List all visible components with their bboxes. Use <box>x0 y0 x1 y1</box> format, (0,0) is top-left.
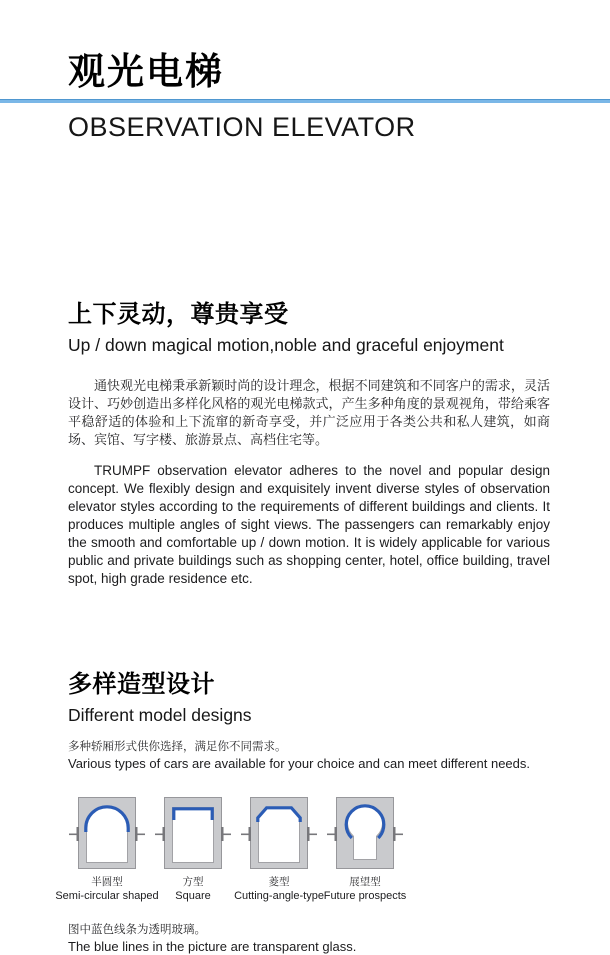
model-figure-semi-circular <box>55 797 159 903</box>
model-label-en: Square <box>175 890 211 902</box>
future-prospect-diagram-icon <box>327 797 403 869</box>
motion-body-en: TRUMPF observation elevator adheres to the novel and popular design concept. We flexibly design and exquisitely invent diverse styles of observation elevator styles according to the requirements of different buildings and clients. It produces multiple angles of sight views. The passengers can remarkably enjoy the smooth and comfortable up / down motion. It is widely applicable for various public and private buildings such as shopping center, hotel, office building, travel spot, high grade residence etc. <box>68 463 550 586</box>
glass-note-en: The blue lines in the picture are transparent glass. <box>68 939 357 954</box>
model-label-zh: 半圆型 <box>91 876 123 888</box>
header-divider <box>0 99 610 103</box>
page-title-zh: 观光电梯 <box>68 51 224 92</box>
square-diagram-icon <box>155 797 231 869</box>
model-figure-future-prospect <box>322 797 408 903</box>
model-label-en: Cutting-angle-type <box>234 890 324 902</box>
model-label-zh: 方型 <box>182 876 204 888</box>
models-intro-zh: 多种轿厢形式供你选择，满足你不同需求。 <box>68 741 287 753</box>
semi-circular-diagram-icon <box>69 797 145 869</box>
models-intro-en: Various types of cars are available for your choice and can meet different needs. <box>68 756 531 771</box>
model-label-zh: 展望型 <box>349 876 381 888</box>
motion-heading-zh: 上下灵动，尊贵享受 <box>68 301 289 328</box>
model-figure-square <box>150 797 236 903</box>
page-header <box>0 0 610 142</box>
models-heading-en: Different model designs <box>68 705 252 725</box>
model-figure-row <box>55 797 610 903</box>
glass-note-zh: 图中蓝色线条为透明玻璃。 <box>68 924 206 936</box>
motion-heading-en: Up / down magical motion,noble and graceful enjoyment <box>68 335 504 355</box>
models-heading-zh: 多样造型设计 <box>68 671 215 698</box>
glass-note <box>0 922 610 955</box>
section-models <box>0 670 610 773</box>
motion-body-zh: 通快观光电梯秉承新颖时尚的设计理念，根据不同建筑和不同客户的需求，灵活设计、巧妙创造出多样化风格的观光电梯款式，产生多种角度的景观视角，带给乘客平稳舒适的体验和上下流窜的新奇享受，并广泛应用于各类公共和私人建筑，如商场、宾馆、写字楼、旅游景点、高档住宅等。 <box>68 378 550 447</box>
model-label-en: Future prospects <box>323 890 407 902</box>
cutting-angle-diagram-icon <box>241 797 317 869</box>
model-label-en: Semi-circular shaped <box>55 890 159 902</box>
section-motion <box>0 300 610 588</box>
model-figure-cutting-angle <box>236 797 322 903</box>
model-label-zh: 菱型 <box>268 876 290 888</box>
page-title-en: OBSERVATION ELEVATOR <box>68 112 416 142</box>
